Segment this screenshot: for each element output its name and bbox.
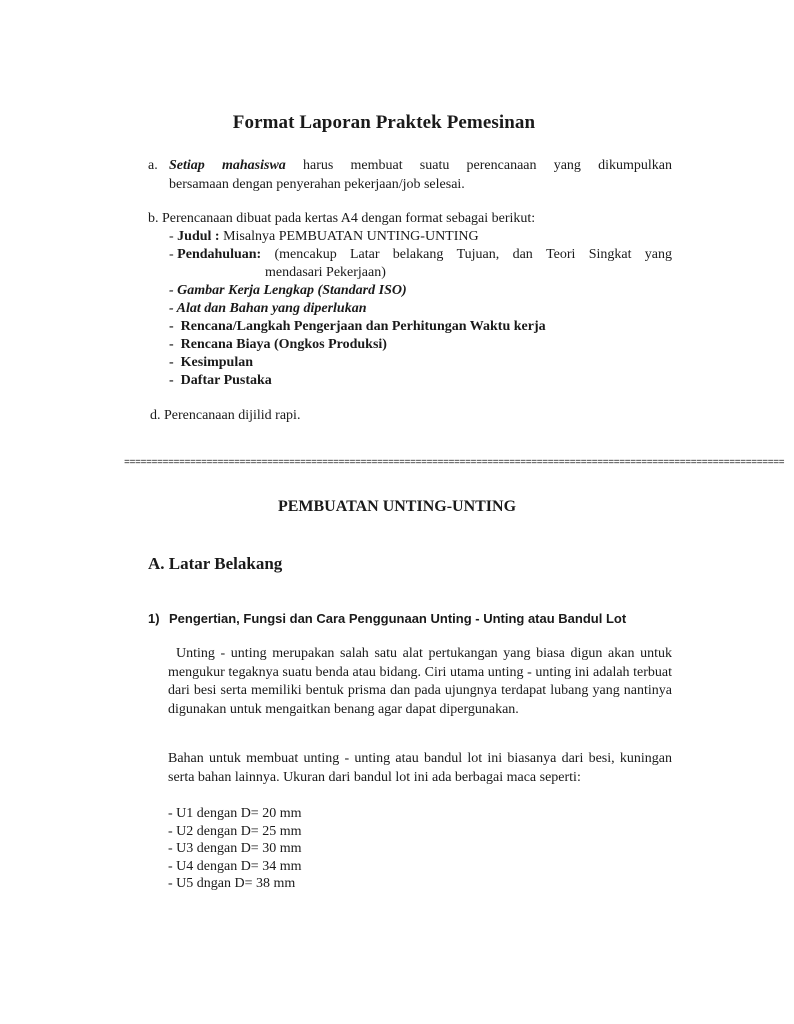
list-item-kesimpulan: - Kesimpulan: [169, 355, 254, 370]
list-item: - U3 dengan D= 30 mm: [168, 841, 302, 856]
pend-word: Teori: [546, 247, 576, 262]
item-a-line1: [169, 156, 672, 175]
size-list: [168, 805, 302, 893]
list-item-biaya: - Rencana Biaya (Ongkos Produksi): [169, 337, 387, 352]
list-item: - U4 dengan D= 34 mm: [168, 858, 302, 874]
kesimpulan-text: Kesimpulan: [180, 355, 254, 370]
gambar-text: Gambar Kerja Lengkap (Standard ISO): [177, 283, 407, 298]
subheading-pengertian: [148, 611, 626, 626]
pend-word: (mencakup: [274, 247, 337, 262]
pend-word: Singkat: [588, 247, 632, 262]
list-item: - U2 dengan D= 25 mm: [168, 823, 302, 839]
list-item-pendahuluan: - Pendahuluan: (mencakup Latar belakang Tujuan, dan Teori Singkat yang: [169, 247, 672, 262]
item-a-emphasis: Setiap mahasiswa: [169, 158, 286, 173]
list-item: - U5 dngan D= 38 mm: [168, 876, 296, 891]
pend-word: Latar: [349, 247, 380, 262]
pend-word: dan: [512, 247, 533, 262]
divider-line: ========================================================================================================================: [124, 458, 785, 469]
list-item-alat: - Alat dan Bahan yang diperlukan: [169, 301, 367, 316]
list-item-rencana: - Rencana/Langkah Pengerjaan dan Perhitungan Waktu kerja: [169, 319, 546, 334]
list-item-judul: - Judul : Misalnya PEMBUATAN UNTING-UNTING: [169, 229, 479, 244]
list-item-daftar: - Daftar Pustaka: [169, 373, 272, 388]
judul-label: Judul :: [177, 229, 220, 244]
biaya-text: Rencana Biaya (Ongkos Produksi): [180, 337, 387, 352]
item-d: d. Perencanaan dijilid rapi.: [150, 408, 301, 423]
item-a-marker: a.: [148, 158, 158, 173]
list-item-gambar: - Gambar Kerja Lengkap (Standard ISO): [169, 283, 407, 298]
list-item: - U1 dengan D= 20 mm: [168, 806, 302, 821]
alat-text: Alat dan Bahan yang diperlukan: [176, 301, 367, 316]
item-a-line2: bersamaan dengan penyerahan pekerjaan/job selesai.: [169, 177, 465, 192]
pend-word: yang: [644, 247, 672, 262]
item-b: [148, 210, 672, 390]
pend-continuation: mendasari Pekerjaan): [265, 265, 386, 280]
subheading-latar-belakang: A. Latar Belakang: [148, 554, 283, 573]
judul-value: Misalnya PEMBUATAN UNTING-UNTING: [223, 229, 479, 244]
item-a-line1-rest: harus membuat suatu perencanaan yang dikumpulkan: [302, 158, 672, 173]
subheading-pengertian-text: Pengertian, Fungsi dan Cara Penggunaan Unting - Unting atau Bandul Lot: [169, 611, 627, 626]
document-title: Format Laporan Praktek Pemesinan: [232, 112, 536, 133]
paragraph-2: Bahan untuk membuat unting - unting atau bandul lot ini biasanya dari besi, kuningan serta bahan lainnya. Ukuran dari bandul lot ini ada berbagai maca seperti:: [168, 751, 672, 785]
subheading-number: 1): [148, 611, 160, 626]
pend-label: Pendahuluan:: [177, 247, 262, 262]
section-title: PEMBUATAN UNTING-UNTING: [277, 498, 517, 515]
pend-word: belakang: [392, 247, 444, 262]
rencana-text: Rencana/Langkah Pengerjaan dan Perhitungan Waktu kerja: [180, 319, 546, 334]
paragraph-1: [168, 645, 672, 719]
daftar-text: Daftar Pustaka: [180, 373, 272, 388]
item-b-list: [169, 228, 672, 390]
pend-word: Tujuan,: [456, 247, 500, 262]
item-a: [148, 156, 672, 194]
paragraph-1-text: Unting - unting merupakan salah satu alat pertukangan yang biasa digun akan untuk mengukur tegaknya suatu benda atau bidang. Ciri utama unting - unting ini adalah terbuat dari besi serta memiliki bentuk prisma dan pada ujungnya terdapat lubang yang nantinya digunakan untuk mengaitkan benang agar dapat dipergunakan.: [168, 646, 672, 717]
item-b-intro: b. Perencanaan dibuat pada kertas A4 dengan format sebagai berikut:: [148, 211, 536, 226]
